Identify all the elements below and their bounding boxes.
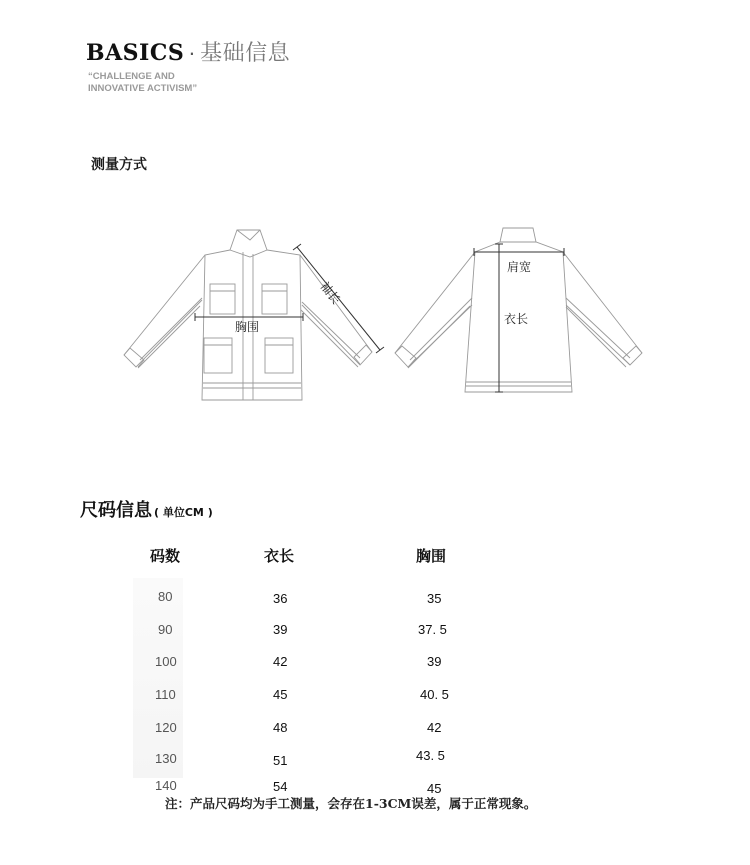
cell-length: 42 xyxy=(273,654,288,669)
cell-size: 130 xyxy=(155,751,177,766)
cell-size: 80 xyxy=(158,589,173,604)
cell-length: 54 xyxy=(273,779,288,794)
unit-label: ( 单位CM ) xyxy=(154,506,213,519)
cell-chest: 35 xyxy=(427,591,442,606)
sleeve-length-label: 袖长 xyxy=(317,279,344,307)
tagline xyxy=(88,71,197,95)
measurement-note: 注：产品尺码均为手工测量，会存在1-3CM误差，属于正常现象。 xyxy=(165,796,537,811)
brand-separator: · xyxy=(188,40,197,65)
cell-length: 48 xyxy=(273,720,288,735)
col-header-chest: 胸围 xyxy=(416,547,447,565)
tagline-line-2: INNOVATIVE ACTIVISM” xyxy=(88,83,198,94)
cell-chest: 39 xyxy=(427,654,442,669)
cell-chest: 43. 5 xyxy=(416,748,445,763)
col-header-size: 码数 xyxy=(150,547,181,565)
cell-size: 120 xyxy=(155,720,177,735)
measurement-heading: 测量方式 xyxy=(91,157,147,173)
shoulder-width-label: 肩宽 xyxy=(507,260,532,274)
size-info-title: 尺码信息 xyxy=(80,500,152,521)
brand-name: BASICS xyxy=(86,40,185,66)
size-info-heading xyxy=(80,496,213,522)
cell-size: 90 xyxy=(158,622,173,637)
cell-length: 45 xyxy=(273,687,288,702)
cell-size: 100 xyxy=(155,654,177,669)
cell-chest: 42 xyxy=(427,720,442,735)
section-title-cn: 基础信息 xyxy=(200,41,291,66)
cell-chest: 37. 5 xyxy=(418,622,447,637)
cell-size: 110 xyxy=(155,687,176,702)
jacket-front-diagram xyxy=(110,210,400,410)
col-header-length: 衣长 xyxy=(264,547,295,565)
chest-label: 胸围 xyxy=(235,320,260,334)
cell-chest: 45 xyxy=(427,781,442,796)
column-shade xyxy=(133,578,183,778)
cell-length: 36 xyxy=(273,591,288,606)
cell-size: 140 xyxy=(155,778,177,793)
cell-chest: 40. 5 xyxy=(420,687,449,702)
brand-title xyxy=(86,36,290,67)
cell-length: 51 xyxy=(273,753,288,768)
cell-length: 39 xyxy=(273,622,288,637)
tagline-line-1: “CHALLENGE AND xyxy=(88,71,175,82)
body-length-label: 衣长 xyxy=(504,312,529,326)
